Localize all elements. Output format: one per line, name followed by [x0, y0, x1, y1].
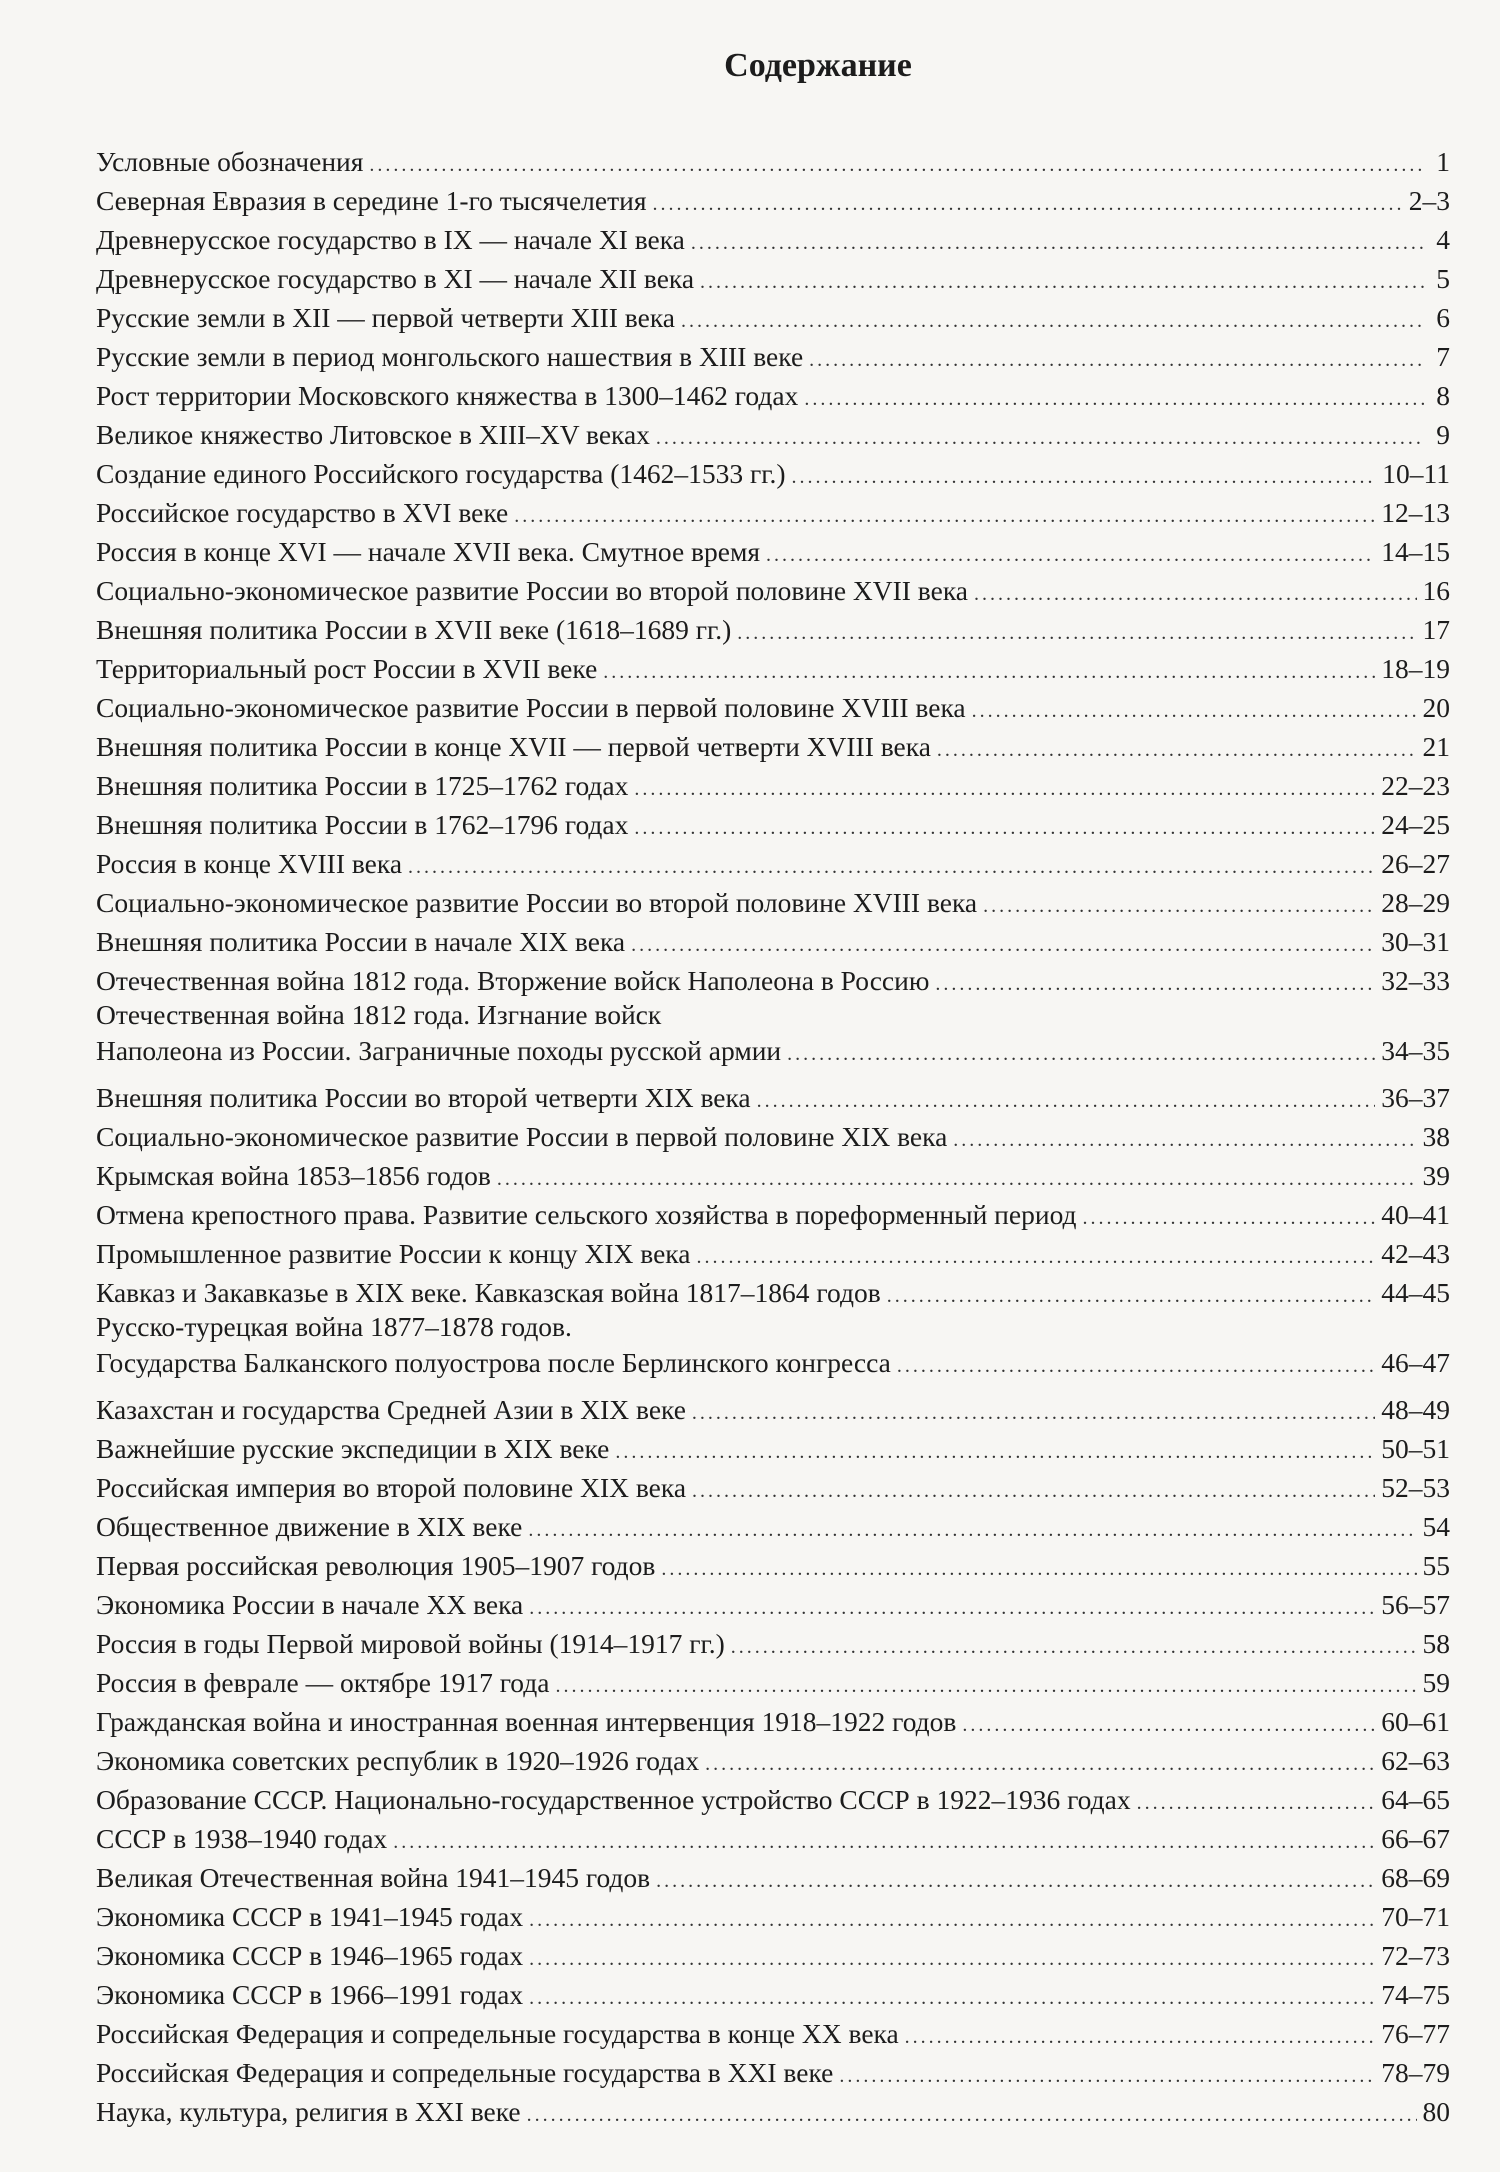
toc-entry: [96, 142, 1450, 181]
toc-entry: [96, 1078, 1450, 1117]
dot-leader: [897, 1345, 1375, 1387]
toc-entry-page: 36–37: [1381, 1082, 1450, 1113]
toc-entry-page: 5: [1436, 263, 1450, 294]
dot-leader: [661, 1550, 1416, 1589]
toc-entry-title: Древнерусское государство в XI — начале XII века: [96, 263, 695, 294]
toc-entry-title: СССР в 1938–1940 годах: [96, 1823, 388, 1854]
toc-entry-page: 17: [1422, 614, 1450, 645]
dot-leader: [1137, 1784, 1376, 1823]
toc-entry-page: 32–33: [1381, 965, 1450, 996]
toc-entry: [96, 1117, 1450, 1156]
dot-leader: [529, 1979, 1375, 2018]
toc-entry: [96, 766, 1450, 805]
toc-entry-page: 52–53: [1381, 1472, 1450, 1503]
toc-entry: [96, 1273, 1450, 1312]
dot-leader: [529, 1940, 1375, 1979]
toc-entry: [96, 1897, 1450, 1936]
dot-leader: [656, 419, 1424, 458]
toc-entry: [96, 688, 1450, 727]
dot-leader: [700, 263, 1424, 302]
dot-leader: [887, 1277, 1376, 1316]
toc-entry-title: Важнейшие русские экспедиции в XIX веке: [96, 1433, 610, 1464]
toc-entry-title: Наука, культура, религия в XXI веке: [96, 2096, 521, 2127]
dot-leader: [681, 302, 1424, 341]
toc-entry-page: 7: [1436, 341, 1450, 372]
toc-entry: [96, 1663, 1450, 1702]
toc-entry-title: Древнерусское государство в IX — начале XI века: [96, 224, 685, 255]
toc-entry-title: Русско-турецкая война 1877–1878 годов.: [96, 1311, 572, 1342]
dot-leader: [757, 1082, 1376, 1121]
toc-entry-title: Отечественная война 1812 года. Вторжение войск Наполеона в Россию: [96, 965, 930, 996]
toc-entry-title: Русские земли в период монгольского нашествия в XIII веке: [96, 341, 804, 372]
toc-entry-page: 76–77: [1381, 2018, 1450, 2049]
toc-entry: [96, 454, 1450, 493]
toc-entry-title: Внешняя политика России в 1725–1762 годах: [96, 770, 629, 801]
dot-leader: [791, 458, 1376, 497]
toc-entry-page: 78–79: [1381, 2057, 1450, 2088]
toc-entry-title: Российская империя во второй половине XIX века: [96, 1472, 687, 1503]
page-title: Содержание: [724, 47, 912, 84]
toc-entry-title: Россия в конце XVIII века: [96, 848, 403, 879]
dot-leader: [369, 146, 1424, 185]
toc-entry-title: Экономика СССР в 1946–1965 годах: [96, 1940, 524, 1971]
toc-entry: [96, 649, 1450, 688]
toc-entry-title: Внешняя политика России в XVII веке (1618–1689 гг.): [96, 614, 732, 645]
toc-entry: [96, 1546, 1450, 1585]
toc-entry: [96, 376, 1450, 415]
toc-entry-title: Гражданская война и иностранная военная интервенция 1918–1922 годов: [96, 1706, 957, 1737]
toc-entry: [96, 532, 1450, 571]
dot-leader: [983, 887, 1375, 926]
toc-entry-page: 14–15: [1381, 536, 1450, 567]
toc-entry-title: Экономика СССР в 1941–1945 годах: [96, 1901, 524, 1932]
toc-entry-title: Внешняя политика России в конце XVII — первой четверти XVIII века: [96, 731, 931, 762]
dot-leader: [656, 1862, 1375, 1901]
dot-leader: [905, 2018, 1376, 2057]
dot-leader: [634, 809, 1375, 848]
toc-entry: [96, 2014, 1450, 2053]
toc-entry-title-continued: Государства Балканского полуострова после Берлинского конгресса: [96, 1347, 891, 1378]
toc-entry: [96, 1585, 1450, 1624]
toc-entry-title: Социально-экономическое развитие России в первой половине XIX века: [96, 1121, 948, 1152]
toc-entry-page: 64–65: [1381, 1784, 1450, 1815]
toc-entry-page: 80: [1422, 2096, 1450, 2127]
toc-entry: [96, 1624, 1450, 1663]
toc-entry-title: Российская Федерация и сопредельные государства в XXI веке: [96, 2057, 834, 2088]
toc-entry-page: 2–3: [1408, 185, 1450, 216]
dot-leader: [962, 1706, 1375, 1745]
toc-entry: [96, 1975, 1450, 2014]
toc-entry-title: Крымская война 1853–1856 годов: [96, 1160, 491, 1191]
toc-entry-page: 8: [1436, 380, 1450, 411]
toc-entry-title: Северная Евразия в середине 1-го тысячелетия: [96, 185, 647, 216]
toc-entry-title: Социально-экономическое развитие России в первой половине XVIII века: [96, 692, 966, 723]
toc-entry: [96, 727, 1450, 766]
toc-entry-title: Россия в феврале — октябре 1917 года: [96, 1667, 550, 1698]
toc-entry-page: 10–11: [1382, 458, 1450, 489]
toc-entry: [96, 844, 1450, 883]
toc-entry-page: 24–25: [1381, 809, 1450, 840]
toc-entry-page: 22–23: [1381, 770, 1450, 801]
dot-leader: [935, 965, 1375, 1004]
toc-entry-page: 18–19: [1381, 653, 1450, 684]
toc-entry-title: Социально-экономическое развитие России во второй половине XVIII века: [96, 887, 978, 918]
toc-entry-page: 1: [1436, 146, 1450, 177]
dot-leader: [691, 224, 1424, 263]
toc-entry: [96, 337, 1450, 376]
toc-entry-page: 56–57: [1381, 1589, 1450, 1620]
dot-leader: [937, 731, 1417, 770]
dot-leader: [497, 1160, 1417, 1199]
dot-leader: [393, 1823, 1375, 1862]
dot-leader: [615, 1433, 1375, 1472]
toc-entry-page: 34–35: [1381, 1035, 1450, 1066]
toc-entry-page: 55: [1422, 1550, 1450, 1581]
toc-entry: [96, 1780, 1450, 1819]
toc-entry-title: Условные обозначения: [96, 146, 364, 177]
toc-entry-page: 40–41: [1381, 1199, 1450, 1230]
toc-entry: [96, 1195, 1450, 1234]
toc-entry-title: Территориальный рост России в XVII веке: [96, 653, 598, 684]
toc-entry-title: Казахстан и государства Средней Азии в XIX веке: [96, 1394, 686, 1425]
toc-entry: [96, 298, 1450, 337]
toc-entry-title: Первая российская революция 1905–1907 годов: [96, 1550, 656, 1581]
toc-entry: [96, 2053, 1450, 2092]
toc-entry: [96, 571, 1450, 610]
toc-entry-page: 28–29: [1381, 887, 1450, 918]
toc-entry-title: Отечественная война 1812 года. Изгнание войск: [96, 999, 662, 1030]
toc-entry-page: 42–43: [1381, 1238, 1450, 1269]
toc-entry: [96, 1000, 1450, 1078]
toc-entry: [96, 415, 1450, 454]
toc-entry: [96, 493, 1450, 532]
toc-entry: [96, 922, 1450, 961]
dot-leader: [737, 614, 1416, 653]
toc-entry-page: 58: [1422, 1628, 1450, 1659]
dot-leader: [731, 1628, 1417, 1667]
toc-entry-title: Россия в конце XVI — начале XVII века. Смутное время: [96, 536, 761, 567]
toc-entry-page: 9: [1436, 419, 1450, 450]
toc-entry-title: Великая Отечественная война 1941–1945 годов: [96, 1862, 651, 1893]
dot-leader: [528, 1511, 1416, 1550]
dot-leader: [787, 1033, 1375, 1075]
dot-leader: [766, 536, 1375, 575]
toc-list: [96, 142, 1450, 2131]
toc-entry-title: Отмена крепостного права. Развитие сельского хозяйства в пореформенный период: [96, 1199, 1077, 1230]
dot-leader: [603, 653, 1375, 692]
toc-entry-title: Социально-экономическое развитие России во второй половине XVII века: [96, 575, 968, 606]
toc-entry-title: Создание единого Российского государства (1462–1533 гг.): [96, 458, 786, 489]
toc-entry: [96, 2092, 1450, 2131]
toc-entry: [96, 181, 1450, 220]
toc-entry-page: 72–73: [1381, 1940, 1450, 1971]
dot-leader: [839, 2057, 1375, 2096]
toc-entry-page: 6: [1436, 302, 1450, 333]
dot-leader: [408, 848, 1375, 887]
dot-leader: [514, 497, 1375, 536]
toc-entry-page: 30–31: [1381, 926, 1450, 957]
dot-leader: [527, 2096, 1417, 2135]
toc-entry: [96, 1702, 1450, 1741]
toc-entry-page: 59: [1422, 1667, 1450, 1698]
toc-entry-title: Экономика России в начале XX века: [96, 1589, 524, 1620]
toc-entry-title: Российская Федерация и сопредельные государства в конце XX века: [96, 2018, 899, 2049]
toc-entry: [96, 220, 1450, 259]
toc-entry-page: 46–47: [1381, 1347, 1450, 1378]
toc-entry: [96, 610, 1450, 649]
toc-entry: [96, 1429, 1450, 1468]
dot-leader: [974, 575, 1417, 614]
toc-entry-page: 54: [1422, 1511, 1450, 1542]
dot-leader: [696, 1238, 1375, 1277]
toc-entry-title: Экономика советских республик в 1920–1926 годах: [96, 1745, 700, 1776]
toc-entry: [96, 1234, 1450, 1273]
toc-entry-title: Внешняя политика России во второй четверти XIX века: [96, 1082, 751, 1113]
toc-entry-page: 60–61: [1381, 1706, 1450, 1737]
toc-entry-title-continued: Наполеона из России. Заграничные походы русской армии: [96, 1035, 782, 1066]
toc-entry-title: Общественное движение в XIX веке: [96, 1511, 523, 1542]
toc-entry-title: Великое княжество Литовское в XIII–XV веках: [96, 419, 650, 450]
toc-entry-page: 66–67: [1381, 1823, 1450, 1854]
dot-leader: [652, 185, 1402, 224]
toc-entry-title: Российское государство в XVI веке: [96, 497, 509, 528]
toc-entry-page: 16: [1422, 575, 1450, 606]
dot-leader: [529, 1901, 1375, 1940]
toc-entry-title: Экономика СССР в 1966–1991 годах: [96, 1979, 524, 2010]
toc-entry-page: 74–75: [1381, 1979, 1450, 2010]
dot-leader: [634, 770, 1375, 809]
toc-entry: [96, 259, 1450, 298]
toc-entry-page: 48–49: [1381, 1394, 1450, 1425]
toc-entry: [96, 1936, 1450, 1975]
toc-entry-page: 62–63: [1381, 1745, 1450, 1776]
toc-entry: [96, 883, 1450, 922]
dot-leader: [529, 1589, 1375, 1628]
toc-entry: [96, 961, 1450, 1000]
toc-entry-page: 70–71: [1381, 1901, 1450, 1932]
toc-entry-page: 26–27: [1381, 848, 1450, 879]
toc-entry-title: Россия в годы Первой мировой войны (1914–1917 гг.): [96, 1628, 725, 1659]
toc-entry: [96, 805, 1450, 844]
toc-entry: [96, 1156, 1450, 1195]
dot-leader: [809, 341, 1424, 380]
toc-entry-page: 20: [1422, 692, 1450, 723]
toc-entry-title: Промышленное развитие России к концу XIX века: [96, 1238, 691, 1269]
dot-leader: [1083, 1199, 1376, 1238]
toc-entry: [96, 1468, 1450, 1507]
toc-entry-page: 4: [1436, 224, 1450, 255]
toc-entry-title: Рост территории Московского княжества в 1300–1462 годах: [96, 380, 799, 411]
dot-leader: [692, 1394, 1375, 1433]
toc-entry-title: Кавказ и Закавказье в XIX веке. Кавказская война 1817–1864 годов: [96, 1277, 881, 1308]
toc-entry: [96, 1390, 1450, 1429]
dot-leader: [972, 692, 1417, 731]
toc-entry-title: Внешняя политика России в 1762–1796 годах: [96, 809, 629, 840]
toc-entry-page: 21: [1422, 731, 1450, 762]
dot-leader: [631, 926, 1375, 965]
toc-entry-page: 44–45: [1381, 1277, 1450, 1308]
toc-entry-title: Русские земли в XII — первой четверти XIII века: [96, 302, 675, 333]
toc-entry-page: 50–51: [1381, 1433, 1450, 1464]
toc-entry: [96, 1741, 1450, 1780]
dot-leader: [804, 380, 1424, 419]
toc-entry-page: 12–13: [1381, 497, 1450, 528]
toc-entry-page: 38: [1422, 1121, 1450, 1152]
dot-leader: [692, 1472, 1375, 1511]
toc-entry-page: 39: [1422, 1160, 1450, 1191]
toc-entry-title: Внешняя политика России в начале XIX века: [96, 926, 626, 957]
toc-entry-page: 68–69: [1381, 1862, 1450, 1893]
dot-leader: [555, 1667, 1416, 1706]
toc-entry-title: Образование СССР. Национально-государственное устройство СССР в 1922–1936 годах: [96, 1784, 1131, 1815]
dot-leader: [705, 1745, 1375, 1784]
toc-entry: [96, 1858, 1450, 1897]
dot-leader: [953, 1121, 1416, 1160]
toc-entry: [96, 1819, 1450, 1858]
toc-entry: [96, 1507, 1450, 1546]
toc-entry: [96, 1312, 1450, 1390]
